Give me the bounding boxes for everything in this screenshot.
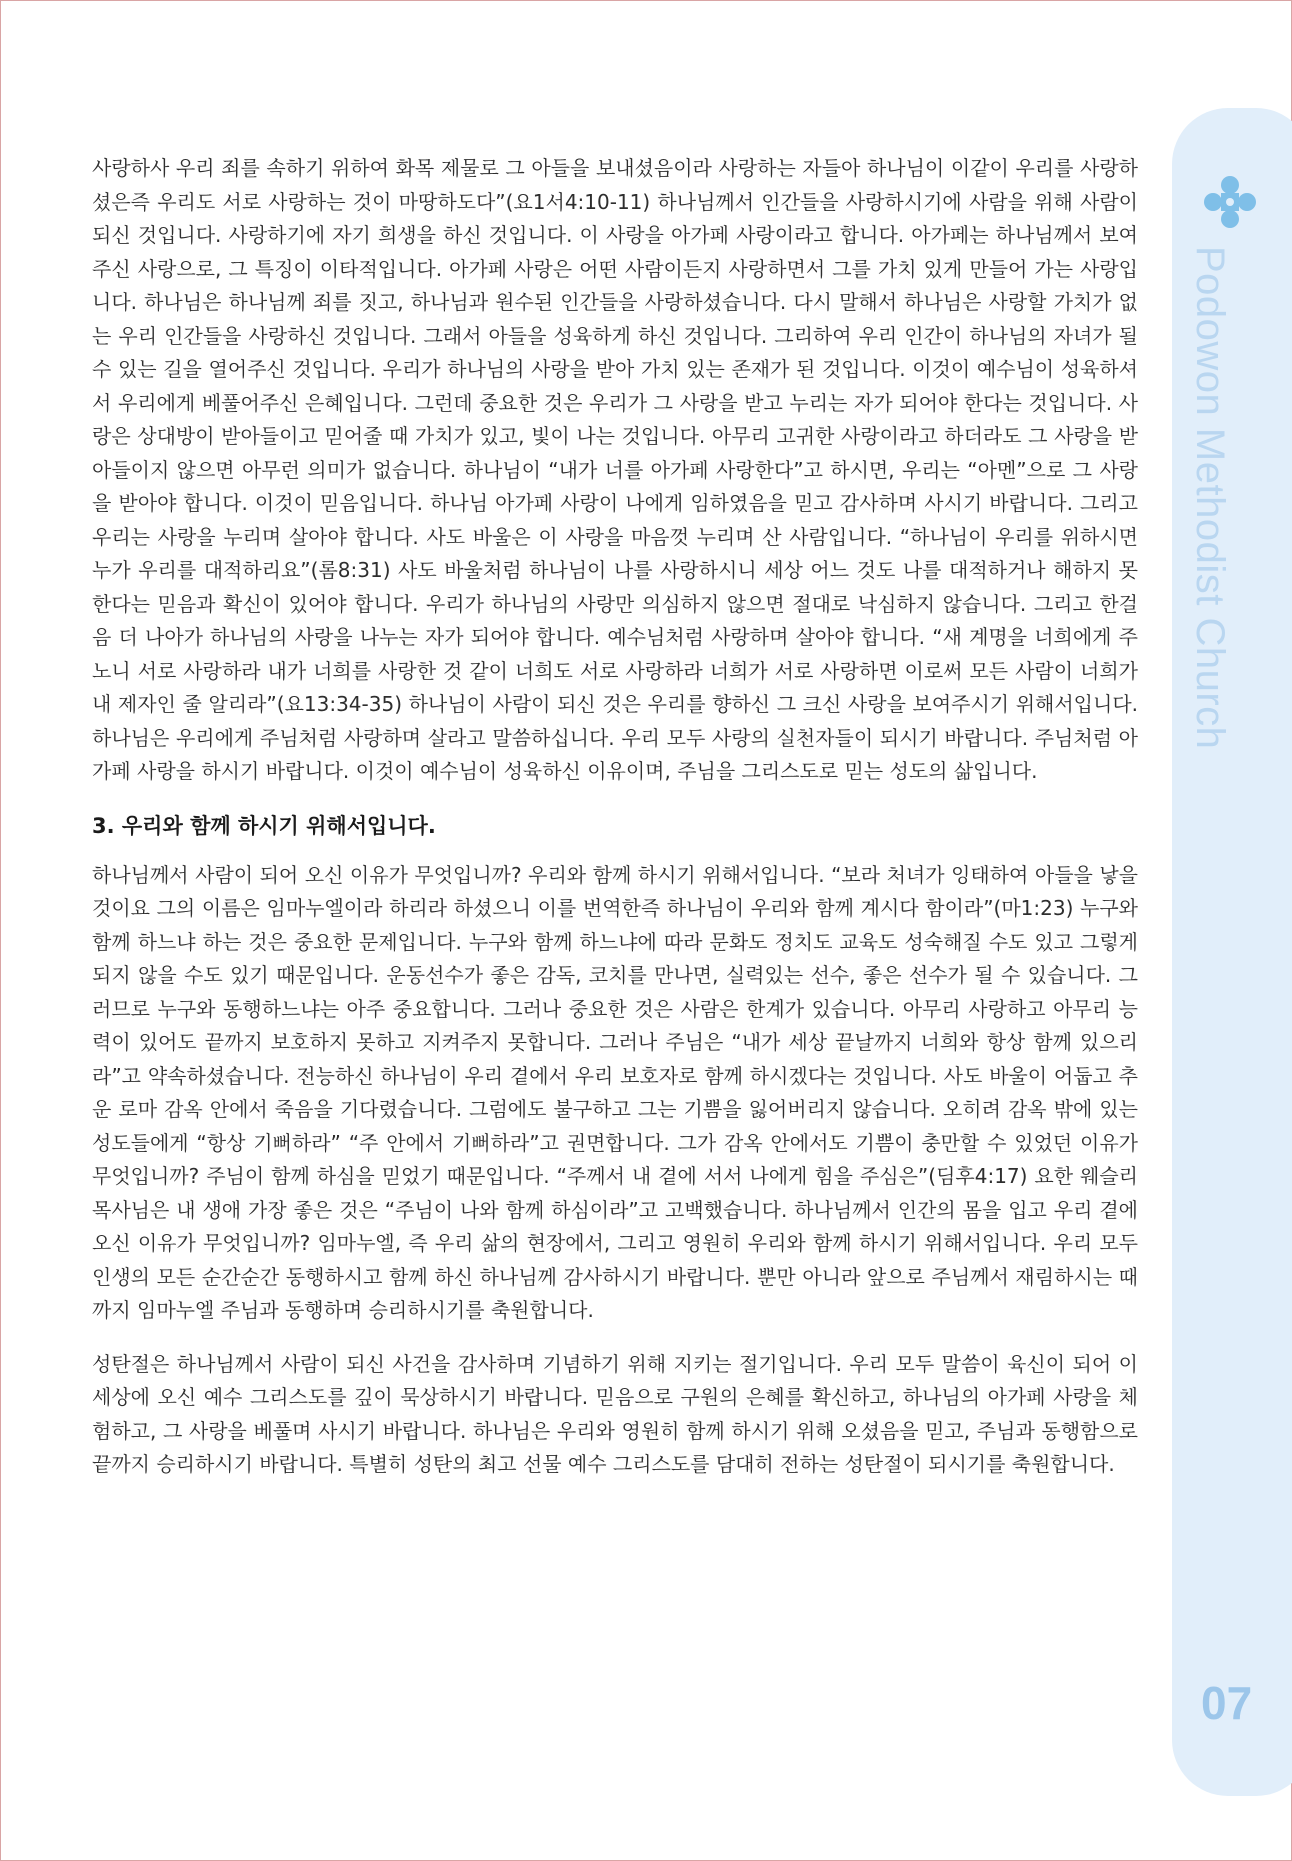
paragraph: 하나님께서 사람이 되어 오신 이유가 무엇입니까? 우리와 함께 하시기 위해서입니다. “보라 처녀가 잉태하여 아들을 낳을 것이요 그의 이름은 임마누엘이라 하리라 하셨으니 이를 번역한즉 하나님이 우리와 함께 계시다 함이라”(마1:23) 누구와 함께 하느냐 하는 것은 중요한 문제입니다. 누구와 함께 하느냐에 따라 문화도 정치도 교육도 성숙해질 수도 있고 그렇게 되지 않을 수도 있기 때문입니다. 운동선수가 좋은 감독, 코치를 만나면, 실력있는 선수, 좋은 선수가 될 수 있습니다. 그러므로 누구와 동행하느냐는 아주 중요합니다. 그러나 중요한 것은 사람은 한계가 있습니다. 아무리 사랑하고 아무리 능력이 있어도 끝까지 보호하지 못하고 지켜주지 못합니다. 그러나 주님은 “내가 세상 끝날까지 너희와 항상 함께 있으리라”고 약속하셨습니다. 전능하신 하나님이 우리 곁에서 우리 보호자로 함께 하시겠다는 것입니다. 사도 바울이 어둡고 추운 로마 감옥 안에서 죽음을 기다렸습니다. 그럼에도 불구하고 그는 기쁨을 잃어버리지 않습니다. 오히려 감옥 밖에 있는 성도들에게 “항상 기뻐하라” “주 안에서 기뻐하라”고 권면합니다. 그가 감옥 안에서도 기쁨이 충만할 수 있었던 이유가 무엇입니까? 주님이 함께 하심을 믿었기 때문입니다. “주께서 내 곁에 서서 나에게 힘을 주심은”(딤후4:17) 요한 웨슬리 목사님은 내 생애 가장 좋은 것은 “주님이 나와 함께 하심이라”고 고백했습니다. 하나님께서 인간의 몸을 입고 우리 곁에 오신 이유가 무엇입니까? 임마누엘, 즉 우리 삶의 현장에서, 그리고 영원히 우리와 함께 하시기 위해서입니다. 우리 모두 인생의 모든 순간순간 동행하시고 함께 하신 하나님께 감사하시기 바랍니다. 뿐만 아니라 앞으로 주님께서 재림하시는 때까지 임마누엘 주님과 동행하며 승리하시기를 축원합니다. [92,862,1138,1322]
page-number: 07 [1201,1677,1253,1729]
paragraph: 사랑하사 우리 죄를 속하기 위하여 화목 제물로 그 아들을 보내셨음이라 사랑하는 자들아 하나님이 이같이 우리를 사랑하셨은즉 우리도 서로 사랑하는 것이 마땅하도다”(요1서4:10-11) 하나님께서 인간들을 사랑하시기에 사람을 위해 사람이 되신 것입니다. 사랑하기에 자기 희생을 하신 것입니다. 이 사랑을 아가페 사랑이라고 합니다. 아가페는 하나님께서 보여주신 사랑으로, 그 특징이 이타적입니다. 아가페 사랑은 어떤 사람이든지 사랑하면서 그를 가치 있게 만들어 가는 사랑입니다. 하나님은 하나님께 죄를 짓고, 하나님과 원수된 인간들을 사랑하셨습니다. 다시 말해서 하나님은 사랑할 가치가 없는 우리 인간들을 사랑하신 것입니다. 그래서 아들을 성육하게 하신 것입니다. 그리하여 우리 인간이 하나님의 자녀가 될 수 있는 길을 열어주신 것입니다. 우리가 하나님의 사랑을 받아 가치 있는 존재가 된 것입니다. 이것이 예수님이 성육하셔서 우리에게 베풀어주신 은혜입니다. 그런데 중요한 것은 우리가 그 사랑을 받고 누리는 자가 되어야 한다는 것입니다. 사랑은 상대방이 받아들이고 믿어줄 때 가치가 있고, 빛이 나는 것입니다. 아무리 고귀한 사랑이라고 하더라도 그 사랑을 받아들이지 않으면 아무런 의미가 없습니다. 하나님이 “내가 너를 아가페 사랑한다”고 하시면, 우리는 “아멘”으로 그 사랑을 받아야 합니다. 이것이 믿음입니다. 하나님 아가페 사랑이 나에게 임하였음을 믿고 감사하며 사시기 바랍니다. 그리고 우리는 사랑을 누리며 살아야 합니다. 사도 바울은 이 사랑을 마음껏 누리며 산 사람입니다. “하나님이 우리를 위하시면 누가 우리를 대적하리요”(롬8:31) 사도 바울처럼 하나님이 나를 사랑하시니 세상 어느 것도 나를 대적하거나 해하지 못한다는 믿음과 확신이 있어야 합니다. 우리가 하나님의 사랑만 의심하지 않으면 절대로 낙심하지 않습니다. 그리고 한걸음 더 나아가 하나님의 사랑을 나누는 자가 되어야 합니다. 예수님처럼 사랑하며 살아야 합니다. “새 계명을 너희에게 주노니 서로 사랑하라 내가 너희를 사랑한 것 같이 너희도 서로 사랑하라 너희가 서로 사랑하면 이로써 모든 사람이 너희가 내 제자인 줄 알리라”(요13:34-35) 하나님이 사람이 되신 것은 우리를 향하신 그 크신 사랑을 보여주시기 위해서입니다. 하나님은 우리에게 주님처럼 사랑하며 살라고 말씀하십니다. 우리 모두 사랑의 실천자들이 되시기 바랍니다. 주님처럼 아가페 사랑을 하시기 바랍니다. 이것이 예수님이 성육하신 이유이며, 주님을 그리스도로 믿는 성도의 삶입니다. [92,156,1138,783]
cross-quatrefoil-icon [1202,174,1258,230]
article-body [92,152,1138,1482]
paragraph: 성탄절은 하나님께서 사람이 되신 사건을 감사하며 기념하기 위해 지키는 절기입니다. 우리 모두 말씀이 육신이 되어 이 세상에 오신 예수 그리스도를 깊이 묵상하시기 바랍니다. 믿음으로 구원의 은혜를 확신하고, 하나님의 아가페 사랑을 체험하고, 그 사랑을 베풀며 사시기 바랍니다. 하나님은 우리와 영원히 함께 하시기 위해 오셨음을 믿고, 주님과 동행함으로 끝까지 승리하시기 바랍니다. 특별히 성탄의 최고 선물 예수 그리스도를 담대히 전하는 성탄절이 되시기를 축원합니다. [92,1351,1138,1476]
section-heading: 3. 우리와 함께 하시기 위해서입니다. [92,813,436,838]
church-name: Podowon Methodist Church [1188,246,1232,750]
